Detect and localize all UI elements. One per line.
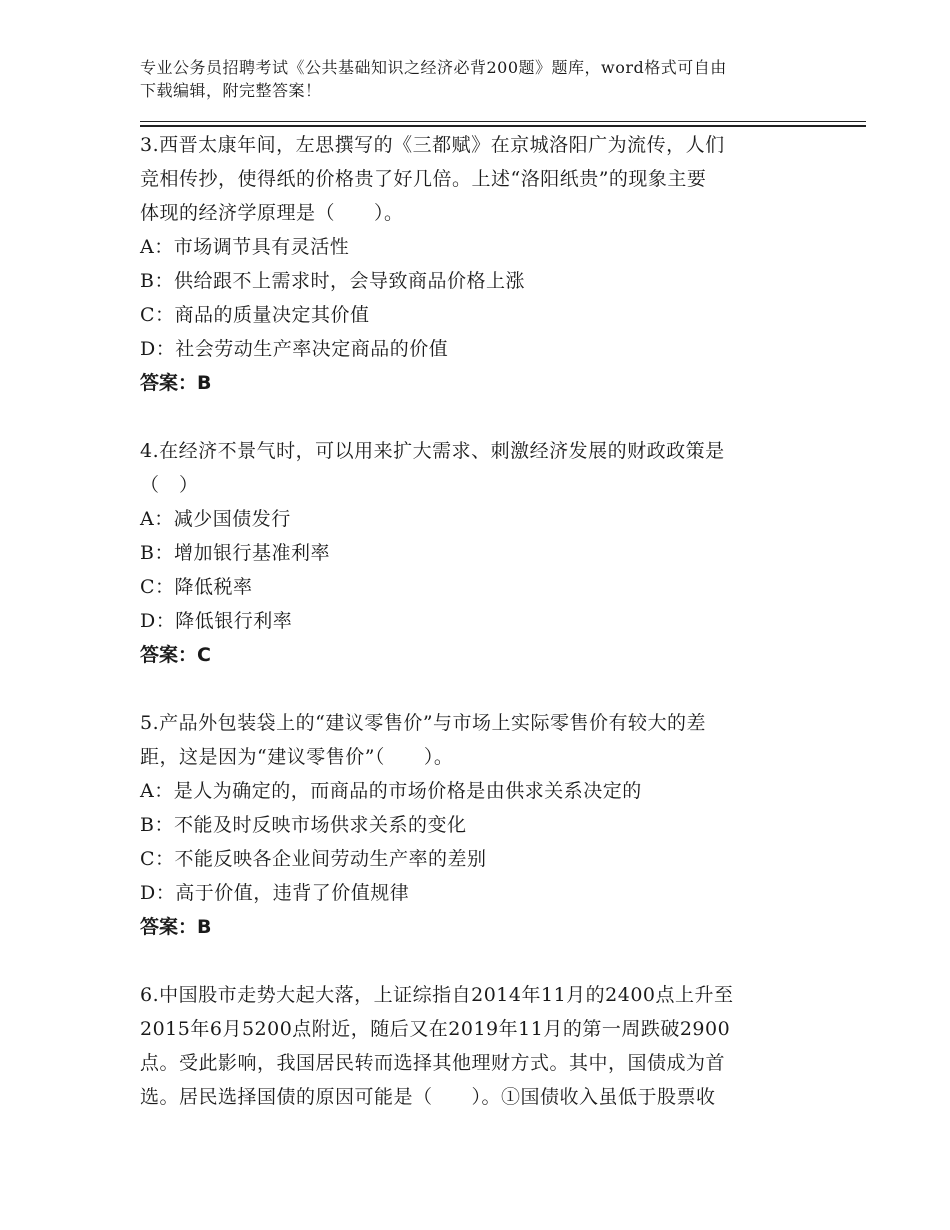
question-3 bbox=[140, 128, 810, 400]
option-b: B：增加银行基准利率 bbox=[140, 542, 330, 564]
question-text-line: 竞相传抄，使得纸的价格贵了好几倍。上述“洛阳纸贵”的现象主要 bbox=[140, 168, 707, 190]
question-list bbox=[140, 128, 810, 1114]
answer-label: 答案：B bbox=[140, 372, 212, 394]
spacer bbox=[140, 944, 810, 978]
header-divider-thin bbox=[140, 121, 866, 122]
option-c: C：不能反映各企业间劳动生产率的差别 bbox=[140, 848, 487, 870]
question-text-line: （ ） bbox=[140, 474, 199, 496]
document-header bbox=[140, 56, 810, 102]
answer-label: 答案：B bbox=[140, 916, 212, 938]
option-a: A：市场调节具有灵活性 bbox=[140, 236, 350, 258]
option-c: C：商品的质量决定其价值 bbox=[140, 304, 370, 326]
option-a: A：是人为确定的，而商品的市场价格是由供求关系决定的 bbox=[140, 780, 642, 802]
header-line-2: 下载编辑，附完整答案！ bbox=[140, 81, 322, 100]
question-text-line: 2015年6月5200点附近，随后又在2019年11月的第一周跌破2900 bbox=[140, 1018, 731, 1040]
spacer bbox=[140, 400, 810, 434]
option-d: D：高于价值，违背了价值规律 bbox=[140, 882, 410, 904]
spacer bbox=[140, 672, 810, 706]
question-text-line: 选。居民选择国债的原因可能是（ ）。①国债收入虽低于股票收 bbox=[140, 1086, 716, 1108]
question-text-line: 距，这是因为“建议零售价”（ ）。 bbox=[140, 746, 454, 768]
option-a: A：减少国债发行 bbox=[140, 508, 291, 530]
header-line-1: 专业公务员招聘考试《公共基础知识之经济必背200题》题库，word格式可自由 bbox=[140, 58, 727, 77]
option-b: B：不能及时反映市场供求关系的变化 bbox=[140, 814, 467, 836]
question-text-line: 4.在经济不景气时，可以用来扩大需求、刺激经济发展的财政政策是 bbox=[140, 440, 725, 462]
question-text-line: 5.产品外包装袋上的“建议零售价”与市场上实际零售价有较大的差 bbox=[140, 712, 707, 734]
option-c: C：降低税率 bbox=[140, 576, 253, 598]
option-d: D：降低银行利率 bbox=[140, 610, 293, 632]
option-b: B：供给跟不上需求时，会导致商品价格上涨 bbox=[140, 270, 525, 292]
question-6 bbox=[140, 978, 810, 1114]
header-divider-thick bbox=[140, 125, 866, 127]
question-text-line: 6.中国股市走势大起大落，上证综指自2014年11月的2400点上升至 bbox=[140, 984, 734, 1006]
question-5 bbox=[140, 706, 810, 944]
option-d: D：社会劳动生产率决定商品的价值 bbox=[140, 338, 449, 360]
answer-label: 答案：C bbox=[140, 644, 211, 666]
question-4 bbox=[140, 434, 810, 672]
question-text-line: 3.西晋太康年间，左思撰写的《三都赋》在京城洛阳广为流传，人们 bbox=[140, 134, 725, 156]
question-text-line: 体现的经济学原理是（ ）。 bbox=[140, 202, 404, 224]
question-text-line: 点。受此影响，我国居民转而选择其他理财方式。其中，国债成为首 bbox=[140, 1052, 726, 1074]
